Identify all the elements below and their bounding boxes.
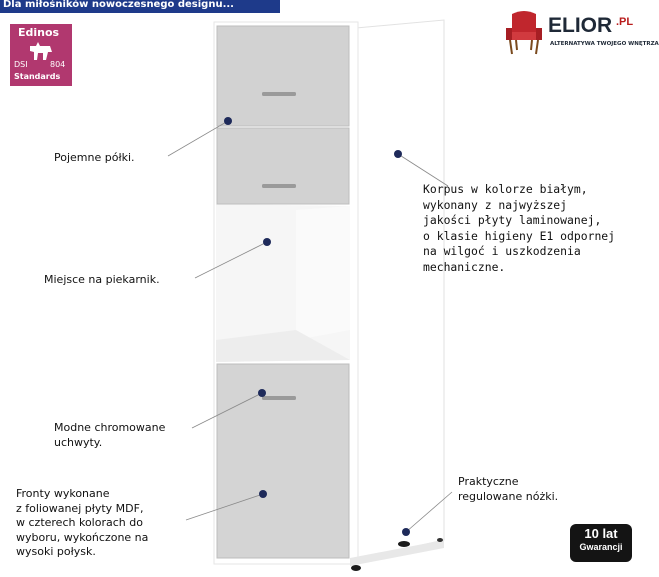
label-nozki-line: regulowane nóżki. [458, 489, 559, 503]
label-piekarnik: Miejsce na piekarnik. [44, 273, 160, 286]
label-korpus-line: o klasie higieny E1 odpornej [423, 228, 616, 243]
bottom-door-front [217, 364, 349, 558]
elior-tagline: ALTERNATYWA TWOJEGO WNĘTRZA [550, 41, 659, 47]
label-korpus-line: na wilgoć i uszkodzenia [423, 244, 581, 258]
edinos-logo [10, 24, 72, 86]
label-fronty-line: Fronty wykonane [16, 487, 110, 500]
label-fronty-line: wyboru, wykończone na [16, 530, 149, 544]
chair-icon [504, 8, 544, 56]
header-bar [0, 0, 280, 13]
label-uchwyty-line: Modne chromowane [54, 421, 166, 434]
label-fronty-line: z foliowanej płyty MDF, [16, 501, 144, 515]
label-uchwyty-line: uchwyty. [54, 435, 103, 449]
cabinet-illustration [208, 16, 468, 576]
label-korpus-line: Korpus w kolorze białym, [423, 182, 588, 196]
cow-icon [28, 40, 54, 62]
warranty-badge [570, 524, 632, 562]
edinos-number: 804 [50, 60, 66, 69]
edinos-name: Edinos [18, 26, 60, 39]
edinos-standards: Standards [14, 72, 61, 81]
warranty-label: Gwarancji [579, 542, 623, 552]
label-korpus-line: wykonany z najwyższej [423, 197, 568, 212]
header-text: Dla miłośników nowoczesnego designu... [3, 0, 234, 10]
label-polki: Pojemne półki. [54, 151, 135, 164]
elior-suffix: .PL [616, 16, 634, 28]
label-fronty [16, 487, 148, 560]
elior-logo [504, 8, 659, 56]
label-uchwyty [54, 421, 165, 450]
top-drawer-front [217, 26, 349, 126]
label-nozki-line: Praktyczne [458, 475, 519, 488]
elior-word: ELIOR [548, 14, 613, 37]
second-drawer-front [217, 128, 349, 204]
label-fronty-line: w czterech kolorach do [16, 516, 143, 529]
label-korpus-line: jakości płyty laminowanej, [423, 213, 602, 227]
warranty-years: 10 lat [584, 526, 618, 541]
label-korpus [423, 182, 615, 275]
label-korpus-line: mechaniczne. [423, 259, 506, 274]
label-nozki [458, 475, 558, 504]
label-fronty-line: wysoki połysk. [16, 545, 96, 558]
edinos-dsi: DSI [14, 60, 28, 69]
